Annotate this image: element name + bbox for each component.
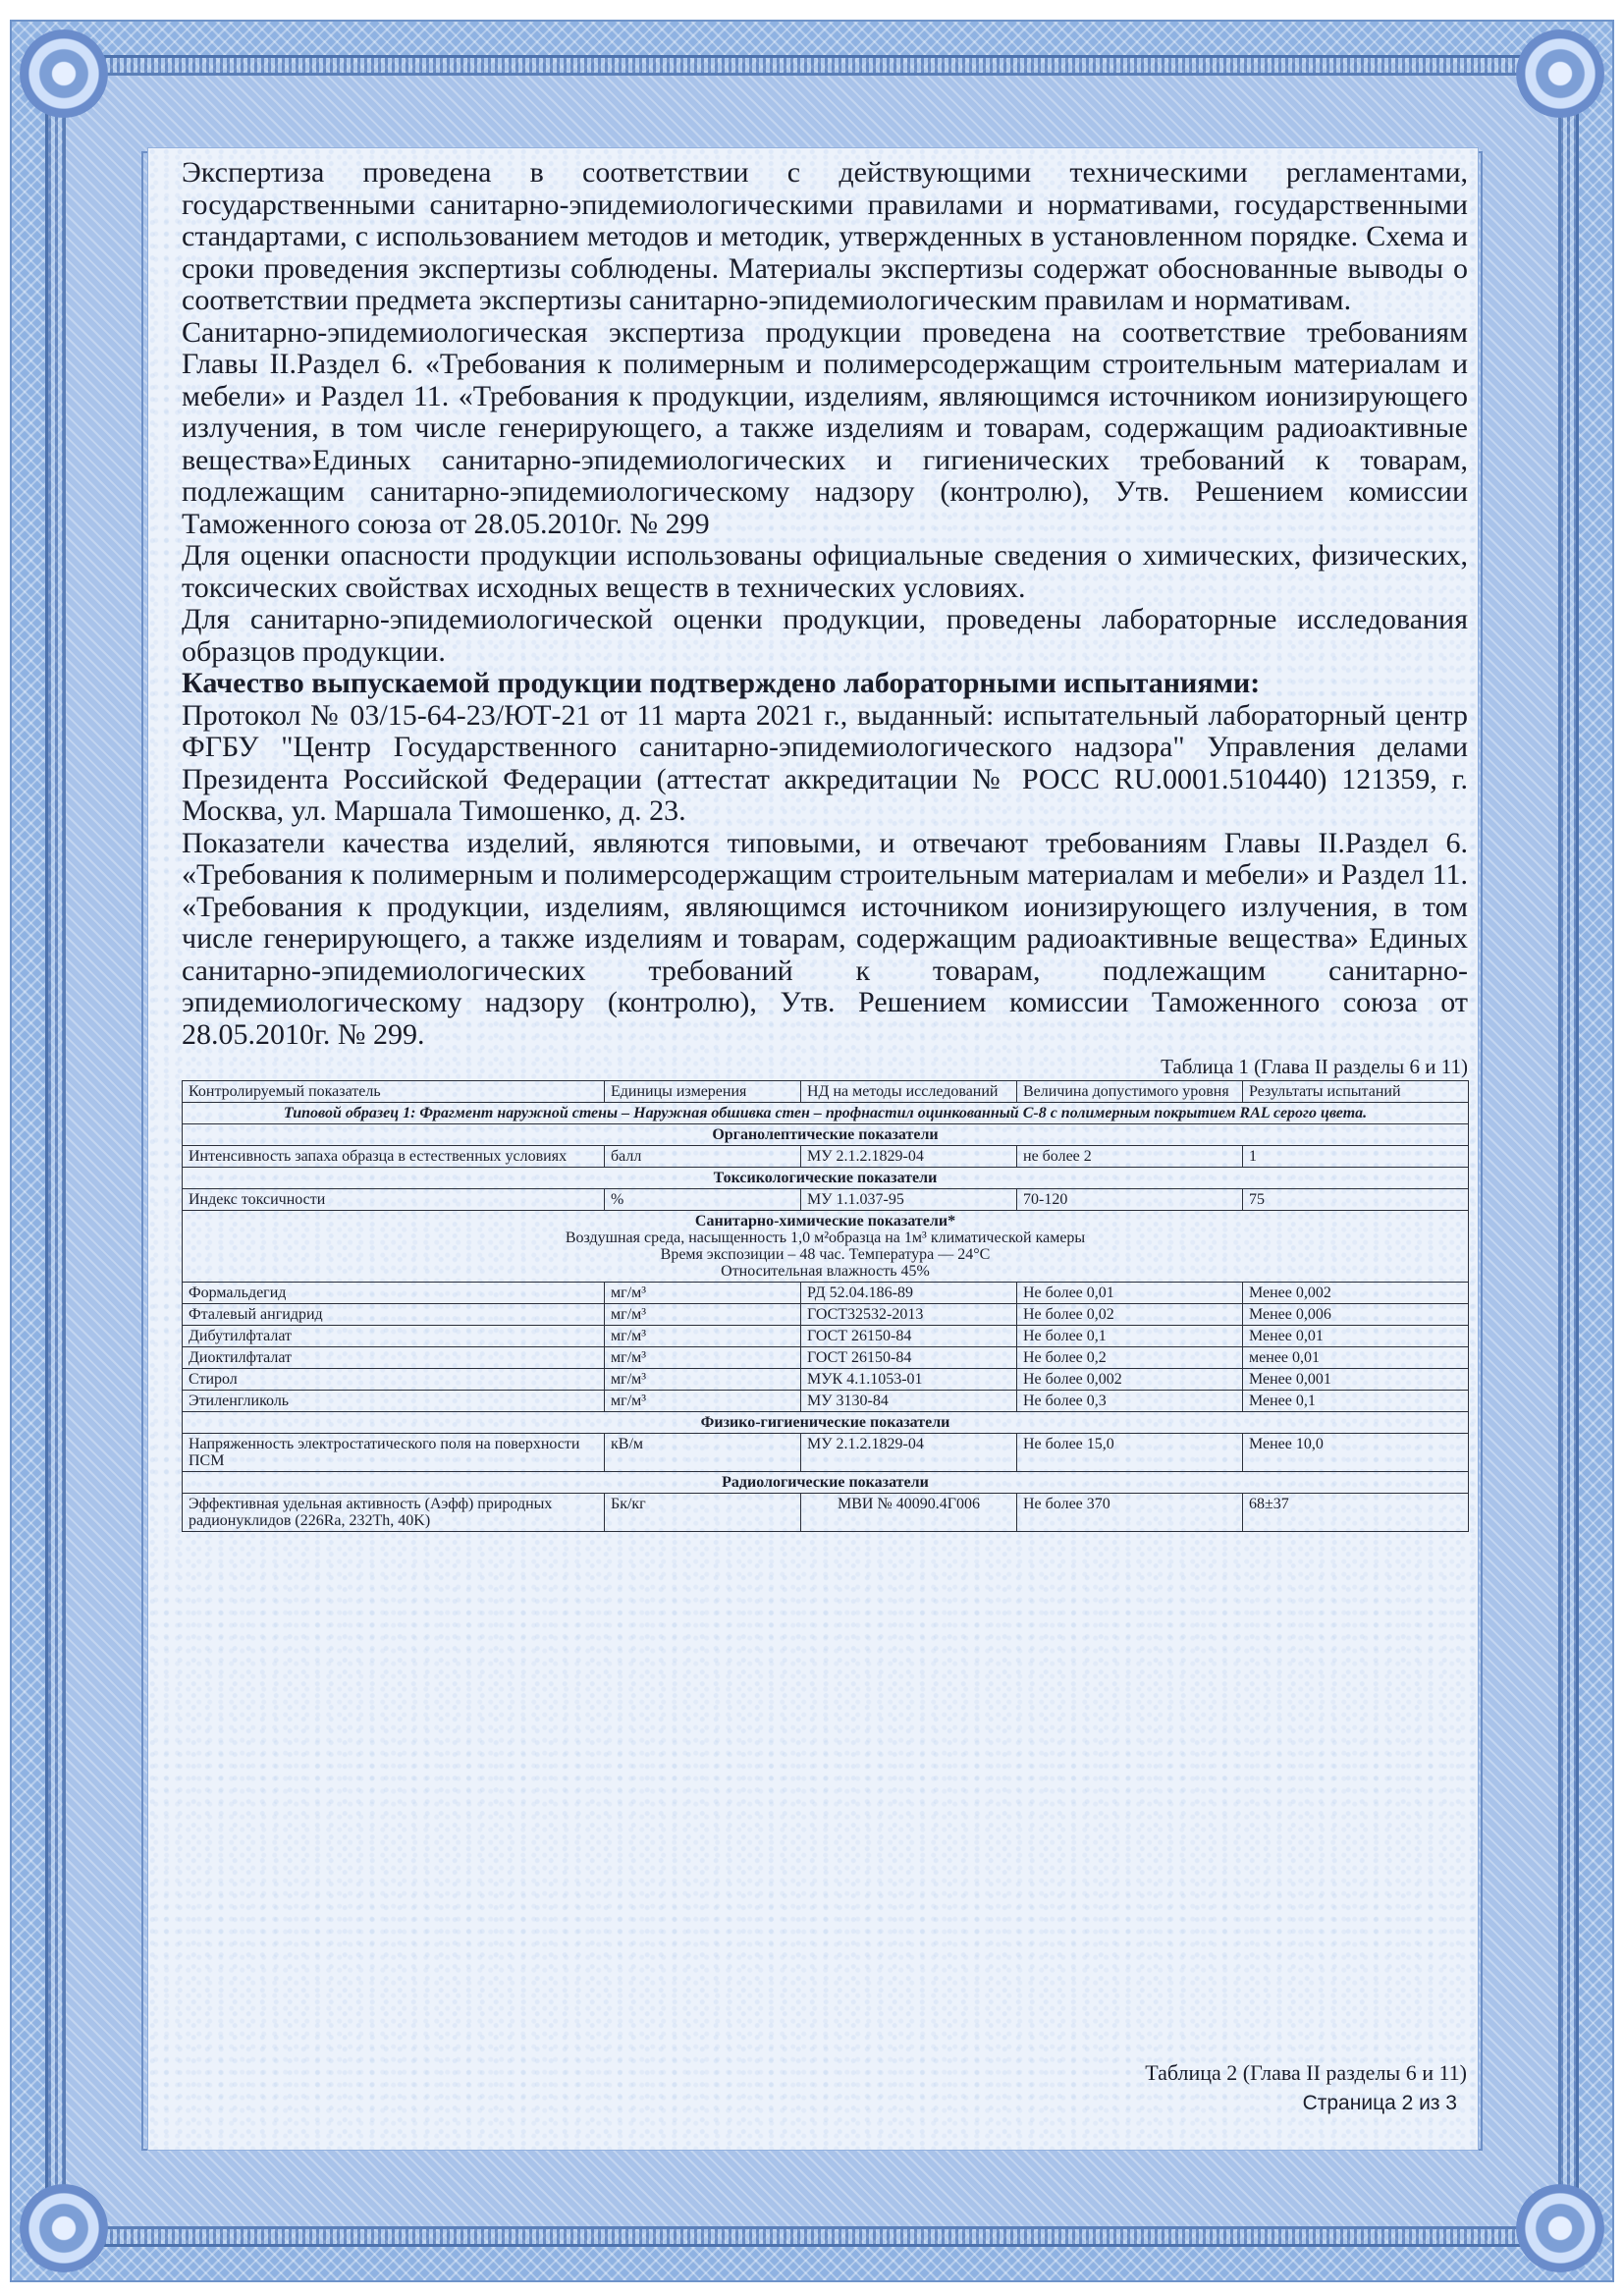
section-row <box>183 1412 1469 1434</box>
corner-ornament-bottom-left <box>20 2184 108 2272</box>
cell-indicator: Интенсивность запаха образца в естественных условиях <box>183 1146 605 1168</box>
table-row <box>183 1494 1469 1532</box>
cell-method: МУ 1.1.037-95 <box>801 1189 1017 1211</box>
cell-result: Менее 0,01 <box>1243 1326 1469 1347</box>
cell-units: мг/м³ <box>605 1304 801 1326</box>
section-radiological: Радиологические показатели <box>183 1472 1469 1494</box>
organoleptic-rows <box>183 1146 1469 1168</box>
header-results: Результаты испытаний <box>1243 1081 1469 1103</box>
table-row <box>183 1146 1469 1168</box>
cell-units: мг/м³ <box>605 1326 801 1347</box>
cell-method: ГОСТ 26150-84 <box>801 1347 1017 1369</box>
quality-heading: Качество выпускаемой продукции подтверждено лабораторными испытаниями: <box>182 667 1261 699</box>
toxicological-rows <box>183 1189 1469 1211</box>
corner-ornament-top-right <box>1516 29 1604 118</box>
section-organoleptic: Органолептические показатели <box>183 1124 1469 1146</box>
cell-result: Менее 0,001 <box>1243 1369 1469 1391</box>
cell-method: МВИ № 40090.4Г006 <box>801 1494 1017 1532</box>
section-sanitary-chemical <box>183 1211 1469 1283</box>
cell-method: РД 52.04.186-89 <box>801 1283 1017 1304</box>
cell-units: балл <box>605 1146 801 1168</box>
section-row <box>183 1211 1469 1283</box>
cell-limit: Не более 370 <box>1017 1494 1243 1532</box>
cell-result: 1 <box>1243 1146 1469 1168</box>
header-limit: Величина допустимого уровня <box>1017 1081 1243 1103</box>
header-methods: НД на методы исследований <box>801 1081 1017 1103</box>
table2-caption: Таблица 2 (Глава II разделы 6 и 11) <box>1145 2060 1467 2085</box>
cell-limit: 70-120 <box>1017 1189 1243 1211</box>
paragraph-expertise: Экспертиза проведена в соответствии с действующими техническими регламентами, государственными санитарно-эпидемиологическими правилами и нормативами, государственными стандартами, с использованием методов и методик, утвержденных в установленном порядке. Схема и сроки проведения экспертизы соблюдены. Материалы экспертизы содержат обоснованные выводы о соответствии предмета экспертизы санитарно-эпидемиологическим правилам и нормативам. <box>182 156 1468 316</box>
cell-units: Бк/кг <box>605 1494 801 1532</box>
cell-units: мг/м³ <box>605 1369 801 1391</box>
paragraph-quality: Показатели качества изделий, являются типовыми, и отвечают требованиям Главы II.Раздел 6. «Требования к полимерным и полимерсодержащим строительным материалам и мебели» и Раздел 11. «Требования к продукции, изделиям, являющимся источником ионизирующего излучения, в том числе генерирующего, а также изделиям и товарам, содержащим радиоактивные вещества» Единых санитарно-эпидемиологических требований к товарам, подлежащим санитарно-эпидемиологическому надзору (контролю), Утв. Решением комиссии Таможенного союза от 28.05.2010г. № 299. <box>182 826 1468 1051</box>
table1-caption: Таблица 1 (Глава II разделы 6 и 11) <box>1161 1055 1468 1078</box>
table-row <box>183 1326 1469 1347</box>
table-row <box>183 1283 1469 1304</box>
table-row <box>183 1189 1469 1211</box>
cell-limit: Не более 0,2 <box>1017 1347 1243 1369</box>
table-row <box>183 1391 1469 1412</box>
cell-limit: Не более 0,1 <box>1017 1326 1243 1347</box>
cell-indicator: Формальдегид <box>183 1283 605 1304</box>
corner-ornament-top-left <box>20 29 108 118</box>
cell-indicator: Диоктилфталат <box>183 1347 605 1369</box>
cell-result: Менее 10,0 <box>1243 1434 1469 1472</box>
cell-limit: Не более 0,01 <box>1017 1283 1243 1304</box>
document-body <box>182 157 1468 1532</box>
paragraph-hazard: Для оценки опасности продукции использованы официальные сведения о химических, физических, токсических свойствах исходных веществ в технических условиях. <box>182 539 1468 604</box>
header-indicator: Контролируемый показатель <box>183 1081 605 1103</box>
cell-indicator: Напряженность электростатического поля на поверхности ПСМ <box>183 1434 605 1472</box>
corner-ornament-bottom-right <box>1516 2184 1604 2272</box>
cell-indicator: Этиленгликоль <box>183 1391 605 1412</box>
results-table <box>182 1080 1469 1532</box>
cell-indicator: Эффективная удельная активность (Аэфф) природных радионуклидов (226Ra, 232Th, 40K) <box>183 1494 605 1532</box>
section-row <box>183 1472 1469 1494</box>
cell-method: ГОСТ32532-2013 <box>801 1304 1017 1326</box>
condition-line: Воздушная среда, насыщенность 1,0 м²образца на 1м³ климатической камеры <box>565 1230 1086 1246</box>
table-row <box>183 1369 1469 1391</box>
cell-method: МУК 4.1.1053-01 <box>801 1369 1017 1391</box>
paragraph-protocol: Протокол № 03/15-64-23/ЮТ-21 от 11 марта 2021 г., выданный: испытательный лабораторный центр ФГБУ "Центр Государственного санитарно-эпидемиологического надзора" Управления делами Президента Российской Федерации (аттестат аккредитации № РОСС RU.0001.510440) 121359, г. Москва, ул. Маршала Тимошенко, д. 23. <box>182 698 1468 827</box>
sample-description: Типовой образец 1: Фрагмент наружной стены – Наружная обшивка стен – профнастил оцинкованный С-8 с полимерным покрытием RAL серого цвета. <box>183 1103 1469 1124</box>
cell-result: менее 0,01 <box>1243 1347 1469 1369</box>
cell-indicator: Дибутилфталат <box>183 1326 605 1347</box>
cell-units: мг/м³ <box>605 1283 801 1304</box>
physical-rows <box>183 1434 1469 1472</box>
cell-limit: Не более 0,002 <box>1017 1369 1243 1391</box>
table-row <box>183 1304 1469 1326</box>
cell-method: МУ 3130-84 <box>801 1391 1017 1412</box>
cell-limit: Не более 0,3 <box>1017 1391 1243 1412</box>
cell-method: МУ 2.1.2.1829-04 <box>801 1434 1017 1472</box>
cell-result: Менее 0,1 <box>1243 1391 1469 1412</box>
sample-row <box>183 1103 1469 1124</box>
radiological-rows <box>183 1494 1469 1532</box>
paragraph-requirements: Санитарно-эпидемиологическая экспертиза продукции проведена на соответствие требованиям Главы II.Раздел 6. «Требования к полимерным и полимерсодержащим строительным материалам и мебели» и Раздел 11. «Требования к продукции, изделиям, являющимся источником ионизирующего излучения, в том числе генерирующего, а также изделиям и товарам, содержащим радиоактивные вещества»Единых санитарно-эпидемиологических и гигиенических требований к товарам, подлежащим санитарно-эпидемиологическому надзору (контролю), Утв. Решением комиссии Таможенного союза от 28.05.2010г. № 299 <box>182 315 1468 540</box>
table-row <box>183 1347 1469 1369</box>
cell-units: % <box>605 1189 801 1211</box>
cell-indicator: Стирол <box>183 1369 605 1391</box>
section-sanitary-chemical-title: Санитарно-химические показатели* <box>694 1213 956 1230</box>
section-row <box>183 1124 1469 1146</box>
header-units: Единицы измерения <box>605 1081 801 1103</box>
section-toxicological: Токсикологические показатели <box>183 1168 1469 1189</box>
condition-line: Относительная влажность 45% <box>721 1263 930 1280</box>
cell-indicator: Фталевый ангидрид <box>183 1304 605 1326</box>
section-row <box>183 1168 1469 1189</box>
page-number: Страница 2 из 3 <box>1302 2092 1457 2114</box>
cell-limit: Не более 15,0 <box>1017 1434 1243 1472</box>
section-physical-hygienic: Физико-гигиенические показатели <box>183 1412 1469 1434</box>
cell-indicator: Индекс токсичности <box>183 1189 605 1211</box>
chemical-rows <box>183 1283 1469 1412</box>
cell-units: кВ/м <box>605 1434 801 1472</box>
cell-result: Менее 0,006 <box>1243 1304 1469 1326</box>
paragraph-lab-tests: Для санитарно-эпидемиологической оценки продукции, проведены лабораторные исследования образцов продукции. <box>182 603 1468 668</box>
cell-method: МУ 2.1.2.1829-04 <box>801 1146 1017 1168</box>
cell-method: ГОСТ 26150-84 <box>801 1326 1017 1347</box>
table-header-row <box>183 1081 1469 1103</box>
cell-result: 75 <box>1243 1189 1469 1211</box>
cell-units: мг/м³ <box>605 1391 801 1412</box>
cell-result: Менее 0,002 <box>1243 1283 1469 1304</box>
table-row <box>183 1434 1469 1472</box>
cell-limit: не более 2 <box>1017 1146 1243 1168</box>
cell-limit: Не более 0,02 <box>1017 1304 1243 1326</box>
condition-line: Время экспозиции – 48 час. Температура — 24°С <box>660 1246 991 1263</box>
cell-result: 68±37 <box>1243 1494 1469 1532</box>
cell-units: мг/м³ <box>605 1347 801 1369</box>
